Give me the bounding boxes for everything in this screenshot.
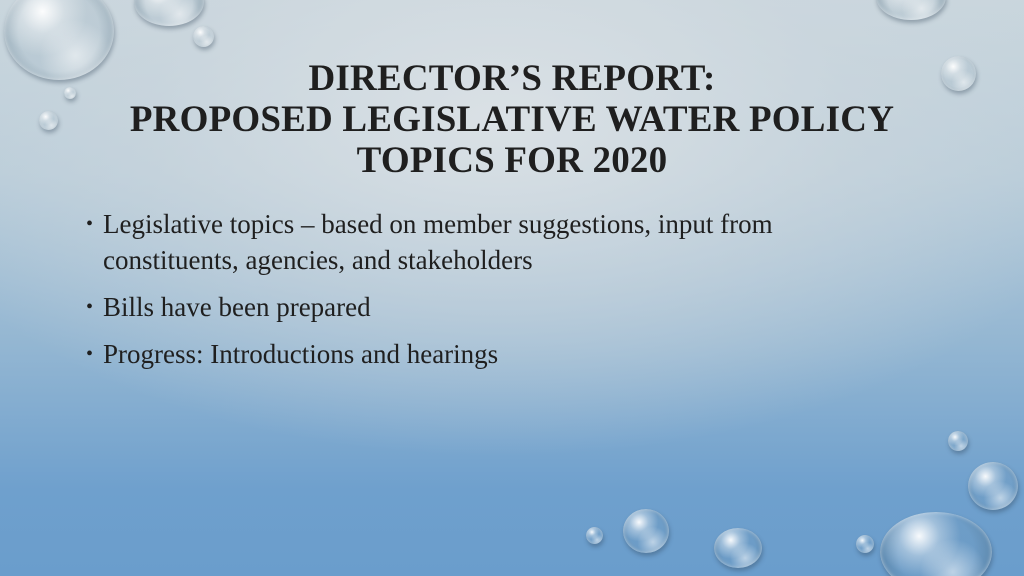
water-droplet-icon <box>856 535 874 553</box>
water-droplet-icon <box>880 512 992 576</box>
water-droplet-icon <box>39 111 58 130</box>
water-droplet-icon <box>134 0 204 26</box>
water-droplet-icon <box>623 509 669 553</box>
bullet-marker: • <box>86 296 94 318</box>
bullet-text: Legislative topics – based on member suggestions, input from constituents, agencies, and stakeholders <box>103 209 773 275</box>
bullet-text: Bills have been prepared <box>103 292 371 322</box>
bullet-marker: • <box>86 213 94 235</box>
bullet-list <box>86 206 886 383</box>
water-droplet-icon <box>948 431 968 451</box>
water-droplet-icon <box>193 26 214 47</box>
bullet-item <box>86 336 886 372</box>
bullet-marker: • <box>86 343 94 365</box>
water-droplet-icon <box>968 462 1018 510</box>
title-line: PROPOSED LEGISLATIVE WATER POLICY <box>129 99 895 140</box>
water-droplet-icon <box>714 528 762 568</box>
bullet-text: Progress: Introductions and hearings <box>103 339 499 369</box>
title-line: DIRECTOR’S REPORT: <box>308 58 716 99</box>
water-droplet-icon <box>586 527 603 544</box>
bullet-item <box>86 206 886 278</box>
title-line: TOPICS FOR 2020 <box>356 140 668 181</box>
bullet-item <box>86 289 886 325</box>
water-droplet-icon <box>876 0 946 20</box>
slide-title <box>60 58 964 181</box>
